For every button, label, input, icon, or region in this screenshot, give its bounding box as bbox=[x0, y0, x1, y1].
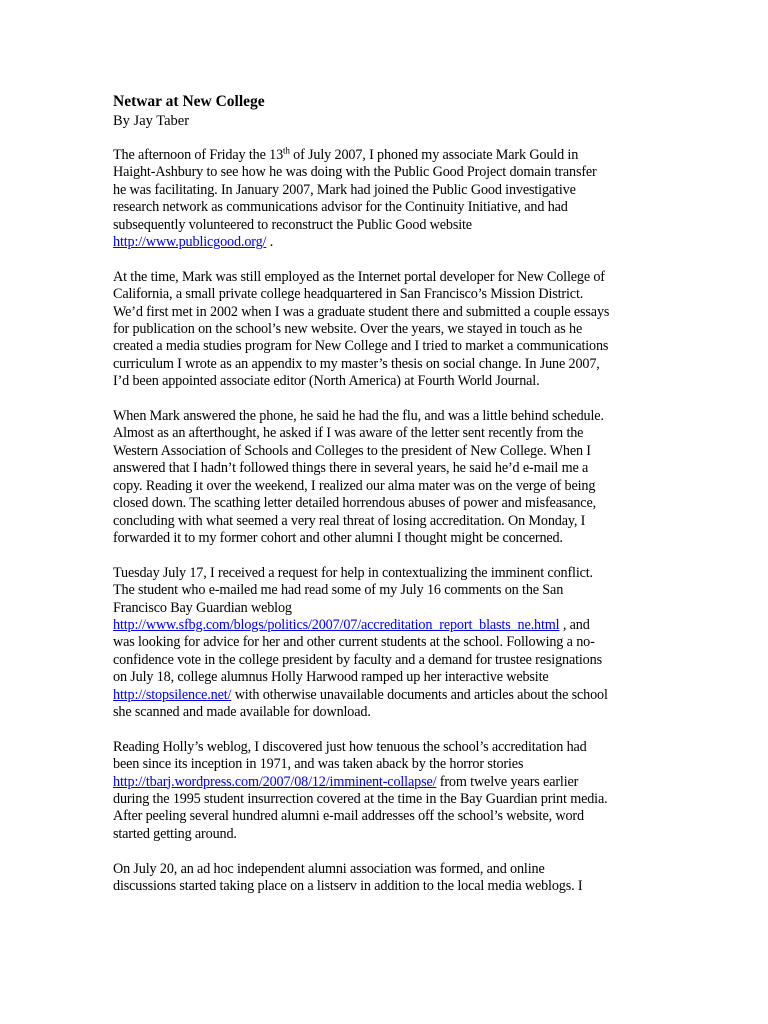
text-segment: California, a small private college headquartered in San Francisco’s Mission District. bbox=[113, 286, 584, 303]
text-segment: copy. Reading it over the weekend, I realized our alma mater was on the verge of being bbox=[113, 477, 596, 494]
superscript: th bbox=[283, 145, 290, 156]
text-segment: created a media studies program for New College and I tried to market a communications bbox=[113, 338, 609, 355]
text-line bbox=[113, 878, 662, 895]
text-segment: with otherwise unavailable documents and articles about the school bbox=[231, 686, 608, 703]
text-line bbox=[113, 147, 662, 164]
text-segment: The afternoon of Friday the 13 bbox=[113, 147, 284, 163]
text-line bbox=[113, 425, 662, 442]
text-line bbox=[113, 304, 662, 321]
text-segment: Tuesday July 17, I received a request for help in contextualizing the imminent conflict. bbox=[113, 564, 593, 581]
text-segment: . bbox=[266, 234, 274, 251]
text-line bbox=[113, 321, 662, 338]
text-segment: We’d first met in 2002 when I was a graduate student there and submitted a couple essays bbox=[113, 303, 610, 320]
text-line bbox=[113, 530, 662, 547]
document-body bbox=[113, 147, 662, 895]
text-segment: Western Association of Schools and Colleges to the president of New College. When I bbox=[113, 442, 591, 459]
text-line bbox=[113, 234, 662, 251]
text-line bbox=[113, 373, 662, 390]
text-line bbox=[113, 164, 662, 181]
paragraph bbox=[113, 147, 662, 251]
text-segment: from twelve years earlier bbox=[436, 773, 579, 790]
text-segment: on July 18, college alumnus Holly Harwood ramped up her interactive website bbox=[113, 669, 549, 686]
text-segment: he was facilitating. In January 2007, Mark had joined the Public Good investigative bbox=[113, 181, 576, 198]
text-line bbox=[113, 634, 662, 651]
text-line bbox=[113, 774, 662, 791]
text-segment: At the time, Mark was still employed as the Internet portal developer for New College of bbox=[113, 268, 605, 285]
text-segment: Francisco Bay Guardian weblog bbox=[113, 599, 292, 616]
text-segment: during the 1995 student insurrection covered at the time in the Bay Guardian print media. bbox=[113, 790, 608, 807]
text-segment: closed down. The scathing letter detailed horrendous abuses of power and misfeasance, bbox=[113, 495, 596, 512]
text-line bbox=[113, 600, 662, 617]
text-segment: concluding with what seemed a very real threat of losing accreditation. On Monday, I bbox=[113, 512, 586, 529]
text-segment: subsequently volunteered to reconstruct the Public Good website bbox=[113, 216, 472, 233]
text-line bbox=[113, 356, 662, 373]
text-line bbox=[113, 739, 662, 756]
text-segment: for publication on the school’s new website. Over the years, we stayed in touch as he bbox=[113, 321, 583, 338]
text-line bbox=[113, 687, 662, 704]
text-segment: , and bbox=[559, 616, 590, 633]
text-segment: Reading Holly’s weblog, I discovered just how tenuous the school’s accreditation had bbox=[113, 738, 587, 755]
text-line bbox=[113, 495, 662, 512]
paragraph bbox=[113, 861, 662, 896]
text-segment: been since its inception in 1971, and was taken aback by the horror stories bbox=[113, 756, 524, 773]
text-line bbox=[113, 182, 662, 199]
text-line bbox=[113, 565, 662, 582]
paragraph bbox=[113, 739, 662, 843]
text-line bbox=[113, 199, 662, 216]
text-segment: Haight-Ashbury to see how he was doing with the Public Good Project domain transfer bbox=[113, 164, 597, 181]
text-line bbox=[113, 443, 662, 460]
text-segment: When Mark answered the phone, he said he had the flu, and was a little behind schedule. bbox=[113, 408, 604, 425]
text-line bbox=[113, 460, 662, 477]
text-segment: Almost as an afterthought, he asked if I was aware of the letter sent recently from the bbox=[113, 425, 584, 442]
text-segment: started getting around. bbox=[113, 825, 237, 842]
text-segment: answered that I hadn’t followed things there in several years, he said he’d e-mail me a bbox=[113, 460, 589, 477]
paragraph bbox=[113, 269, 662, 391]
text-segment: On July 20, an ad hoc independent alumni association was formed, and online bbox=[113, 860, 545, 877]
hyperlink[interactable]: http://tbarj.wordpress.com/2007/08/12/imminent-collapse/ bbox=[113, 773, 437, 790]
paragraph bbox=[113, 565, 662, 722]
text-line bbox=[113, 826, 662, 843]
text-line bbox=[113, 582, 662, 599]
text-segment: After peeling several hundred alumni e-mail addresses off the school’s website, word bbox=[113, 808, 584, 825]
text-segment: she scanned and made available for download. bbox=[113, 703, 371, 720]
text-line bbox=[113, 217, 662, 234]
text-line bbox=[113, 791, 662, 808]
hyperlink[interactable]: http://www.sfbg.com/blogs/politics/2007/07/accreditation_report_blasts_ne.html bbox=[113, 616, 560, 633]
text-line bbox=[113, 478, 662, 495]
text-segment: The student who e-mailed me had read some of my July 16 comments on the San bbox=[113, 582, 564, 599]
text-segment: I’d been appointed associate editor (North America) at Fourth World Journal. bbox=[113, 373, 540, 390]
text-line bbox=[113, 408, 662, 425]
text-segment: discussions started taking place on a listserv in addition to the local media weblogs. I bbox=[113, 877, 583, 894]
text-segment: forwarded it to my former cohort and other alumni I thought might be concerned. bbox=[113, 529, 563, 546]
document-byline: By Jay Taber bbox=[113, 113, 190, 129]
text-segment: was looking for advice for her and other current students at the school. Following a no- bbox=[113, 634, 595, 651]
hyperlink[interactable]: http://www.publicgood.org/ bbox=[113, 234, 267, 251]
text-line bbox=[113, 861, 662, 878]
text-segment: of July 2007, I phoned my associate Mark Gould in bbox=[289, 147, 579, 163]
text-line bbox=[113, 617, 662, 634]
document-title: Netwar at New College bbox=[113, 93, 265, 110]
text-line bbox=[113, 669, 662, 686]
text-line bbox=[113, 286, 662, 303]
text-line bbox=[113, 808, 662, 825]
paragraph bbox=[113, 408, 662, 547]
text-line bbox=[113, 704, 662, 721]
text-line bbox=[113, 269, 662, 286]
text-line bbox=[113, 513, 662, 530]
text-line bbox=[113, 756, 662, 773]
text-segment: curriculum I wrote as an appendix to my master’s thesis on social change. In June 2007, bbox=[113, 355, 600, 372]
text-line bbox=[113, 652, 662, 669]
text-segment: confidence vote in the college president by faculty and a demand for trustee resignations bbox=[113, 651, 602, 668]
text-segment: research network as communications advisor for the Continuity Initiative, and had bbox=[113, 199, 568, 216]
text-line bbox=[113, 338, 662, 355]
hyperlink[interactable]: http://stopsilence.net/ bbox=[113, 686, 232, 703]
